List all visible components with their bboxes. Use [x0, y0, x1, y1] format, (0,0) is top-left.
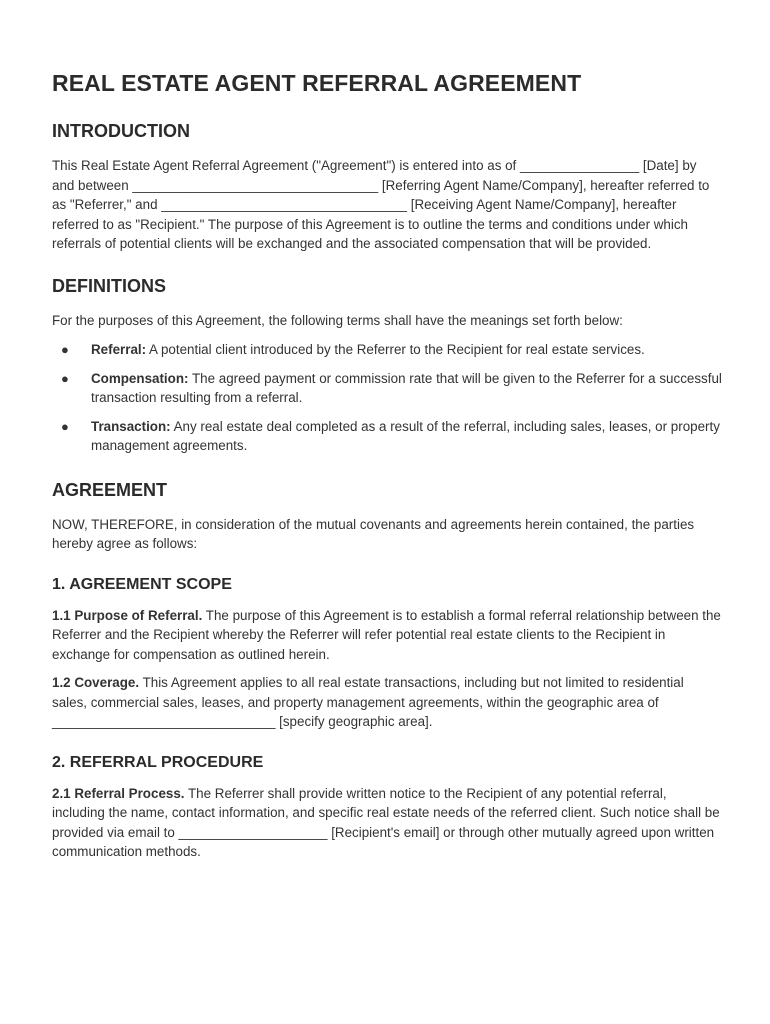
definition-term: Transaction:	[91, 418, 171, 434]
procedure-section	[52, 754, 722, 862]
clause-term: 2.1 Referral Process.	[52, 785, 185, 801]
clause-paragraph	[52, 673, 722, 732]
introduction-paragraph: This Real Estate Agent Referral Agreement ("Agreement") is entered into as of ________________ [Date] by and between _________________________________ [Referring Agent Name/Company], hereafter referred to as "Referrer," and _________________________________ [Receiving Agent Name/Company], hereafter referred to as "Recipient." The purpose of this Agreement is to outline the terms and conditions under which referrals of potential clients will be exchanged and the associated compensation that will be provided.	[52, 158, 710, 251]
agreement-paragraph: NOW, THEREFORE, in consideration of the mutual covenants and agreements herein contained, the parties hereby agree as follows:	[52, 516, 695, 551]
clause-paragraph	[52, 606, 722, 665]
definition-text: A potential client introduced by the Referrer to the Recipient for real estate services.	[146, 342, 645, 357]
procedure-heading: 2. REFERRAL PROCEDURE	[52, 753, 264, 771]
clause-term: 1.1 Purpose of Referral.	[52, 607, 203, 623]
clause-text: This Agreement applies to all real estate transactions, including but not limited to residential sales, commercial sales, leases, and property management agreements, within the geographic area of ______________________________ [specify geographic area].	[52, 675, 684, 729]
introduction-heading: INTRODUCTION	[52, 121, 190, 141]
definition-text: The agreed payment or commission rate that will be given to the Referrer for a successful transaction resulting from a referral.	[91, 370, 722, 405]
definition-item	[52, 340, 722, 360]
definition-term: Compensation:	[91, 370, 189, 386]
document-title: REAL ESTATE AGENT REFERRAL AGREEMENT	[52, 70, 582, 96]
introduction-section	[52, 121, 722, 254]
definitions-section	[52, 276, 722, 456]
clause-term: 1.2 Coverage.	[52, 675, 140, 690]
document-page	[52, 70, 722, 871]
agreement-section	[52, 480, 722, 554]
bullet-icon: ●	[61, 370, 69, 386]
definitions-heading: DEFINITIONS	[52, 275, 167, 296]
clause-paragraph	[52, 784, 722, 862]
definition-term: Referral:	[91, 342, 147, 357]
definition-item	[52, 369, 722, 408]
clause-text: The Referrer shall provide written notice to the Recipient of any potential referral, including the name, contact information, and specific real estate needs of the referred client. Such notice shall be provided via email to ____________________ [Recipient's email] or through other mutually agreed upon written communication methods.	[52, 785, 720, 859]
definitions-lead: For the purposes of this Agreement, the following terms shall have the meanings set forth below:	[52, 312, 623, 328]
clause-text: The purpose of this Agreement is to establish a formal referral relationship between the Referrer and the Recipient whereby the Referrer will refer potential real estate clients to the Recipient in exchange for compensation as outlined herein.	[52, 607, 721, 662]
bullet-icon: ●	[61, 418, 69, 434]
definition-text: Any real estate deal completed as a result of the referral, including sales, leases, or property management agreements.	[91, 418, 720, 453]
scope-heading: 1. AGREEMENT SCOPE	[52, 575, 232, 593]
definitions-list	[52, 340, 722, 456]
bullet-icon: ●	[61, 342, 69, 357]
agreement-heading: AGREEMENT	[52, 479, 168, 500]
scope-section	[52, 576, 722, 732]
definition-item	[52, 417, 722, 456]
